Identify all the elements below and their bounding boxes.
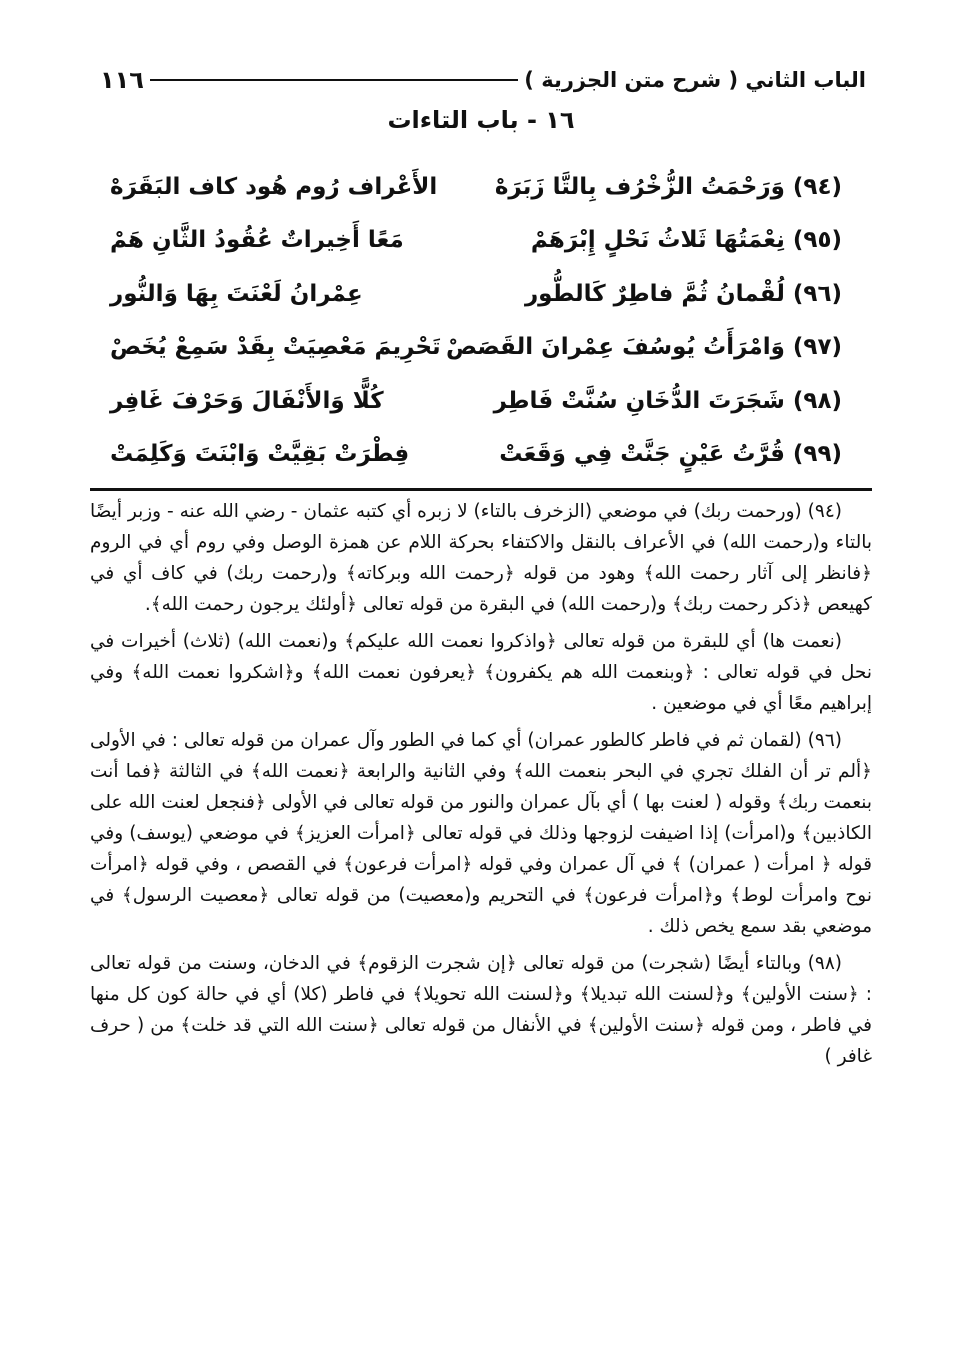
verse-table <box>110 160 842 481</box>
verse-number: (٩٧) <box>792 334 842 361</box>
verse-number: (٩٨) <box>792 387 842 414</box>
commentary-paragraph: (٩٤) (ورحمت ربك) في موضعي (الزخرف بالتاء) لا زبره أي كتبه عثمان - رضي الله عنه - وزبر أيضًا بالتاء و(رحمت الله) في الأعراف بالنقل والاكتفاء بحركة اللام عن همزة الوصل وفي روم أي في الروم ﴿فانظر إلى آثار رحمت الله﴾ وهود من قوله ﴿رحمت الله وبركاته﴾ و(رحمت ربك) في كاف أي في كهيعص ﴿ذكر رحمت ربك﴾ و(رحمت الله) في البقرة من قوله تعالى ﴿أولئك يرجون رحمت الله﴾. <box>90 501 872 615</box>
verse-first-hemistich: قُرَّتُ عَيْنٍ جَنَّتْ فِي وَقَعَتْ <box>499 441 785 468</box>
verse-number: (٩٩) <box>792 441 842 468</box>
verse-first-hemistich: نِعْمَتُهَا ثَلاثُ نَحْلٍ إِبْرَهَمْ <box>530 227 785 254</box>
header-rule <box>150 79 518 81</box>
book-page <box>90 60 872 1350</box>
verse-row <box>110 374 842 428</box>
page-number: ١١٦ <box>100 66 144 94</box>
running-title: الباب الثاني ( شرح متن الجزرية ) <box>524 68 866 92</box>
commentary-paragraph: (٩٨) وبالتاء أيضًا (شجرت) من قوله تعالى ﴿إن شجرت الزقوم﴾ في الدخان، وسنت من قوله تعالى : ﴿سنت الأولين﴾ و﴿لسنت الله تبديلا﴾ و﴿لسنت الله تحويلا﴾ في فاطر (كلا) أي في حالة كون كل منها في فاطر ، ومن قوله ﴿سنت الأولين﴾ في الأنفال من قوله تعالى ﴿سنت الله التي قد خلت﴾ من ( حرف غافر ) <box>90 953 872 1067</box>
verse-row <box>110 214 842 268</box>
verse-second-hemistich: مَعًا أَخِيراتٌ عُقُودُ الثَّانِ هَمْ <box>110 227 404 254</box>
verse-second-hemistich: تَحْرِيمَ مَعْصِيَتْ بِقَدْ سَمِعْ يُخَصْ <box>110 334 441 361</box>
verse-row <box>110 321 842 375</box>
commentary-paragraph: (نعمت ها) أي للبقرة من قوله تعالى ﴿واذكروا نعمت الله عليكم﴾ و(نعمت الله) (ثلاث) أخيرات في نحل في قوله تعالى : ﴿وبنعمت الله هم يكفرون﴾ ﴿يعرفون نعمت الله﴾ و﴿اشكروا نعمت الله﴾ وفي إبراهيم معًا أي في موضعين . <box>90 631 872 714</box>
commentary <box>90 496 872 1078</box>
verse-second-hemistich: عِمْرانُ لَعْنَتَ بِهَا وَالنُّور <box>110 280 363 307</box>
chapter-title: ١٦ - باب التاءات <box>387 106 575 134</box>
page-header <box>90 60 872 100</box>
verse-number: (٩٦) <box>792 280 842 307</box>
verse-first-hemistich: وَامْرَأَتُ يُوسُفَ عِمْرانَ القَصَصْ <box>446 334 785 361</box>
section-divider <box>90 488 872 491</box>
verse-number: (٩٥) <box>792 227 842 254</box>
verse-row <box>110 267 842 321</box>
verse-second-hemistich: كُلًّا وَالأَنْفَالَ وَحَرْفَ غَافِر <box>110 387 384 414</box>
commentary-paragraph: (٩٦) (لقمان ثم في فاطر كالطور عمران) أي كما في الطور وآل عمران من قوله تعالى : في الأولى ﴿ألم تر أن الفلك تجري في البحر بنعمت الله﴾ وفي الثانية والرابعة ﴿نعمت الله﴾ في الثالثة ﴿فما أنت بنعمت ربك﴾ وقوله ( لعنت بها ) أي بآل عمران والنور من قوله تعالى في الأولى ﴿فنجعل لعنت الله على الكاذبين﴾ و(امرأت) إذا اضيفت لزوجها وذلك في قوله تعالى ﴿امرأت العزيز﴾ في موضعي (يوسف) وفي قوله ﴿ امرأت ( عمران) ﴾ في آل عمران وفي قوله ﴿امرأت فرعون﴾ في القصص ، وفي قوله ﴿امرأت نوح وامرأت لوط﴾ و﴿امرأت فرعون﴾ في التحريم و(معصيت) من قوله تعالى ﴿معصيت الرسول﴾ في موضعي بقد سمع يخص ذلك . <box>90 730 872 937</box>
verse-second-hemistich: الأَعْراف رُوم هُود كاف البَقَرَهْ <box>110 173 438 200</box>
verse-first-hemistich: وَرَحْمَتُ الزُّخْرُف بِالتَّا زَبَرَهْ <box>494 173 785 200</box>
verse-number: (٩٤) <box>792 173 842 200</box>
verse-row <box>110 428 842 482</box>
verse-second-hemistich: فِطْرَتْ بَقِيَّتْ وَابْنَتَ وَكَلِمَتْ <box>110 441 410 468</box>
verse-row <box>110 160 842 214</box>
verse-first-hemistich: لُقْمانُ ثُمَّ فاطِرٌ كَالطُّور <box>524 280 785 307</box>
verse-first-hemistich: شَجَرَتَ الدُّخَانِ سُنَّتْ فَاطِر <box>493 387 785 414</box>
